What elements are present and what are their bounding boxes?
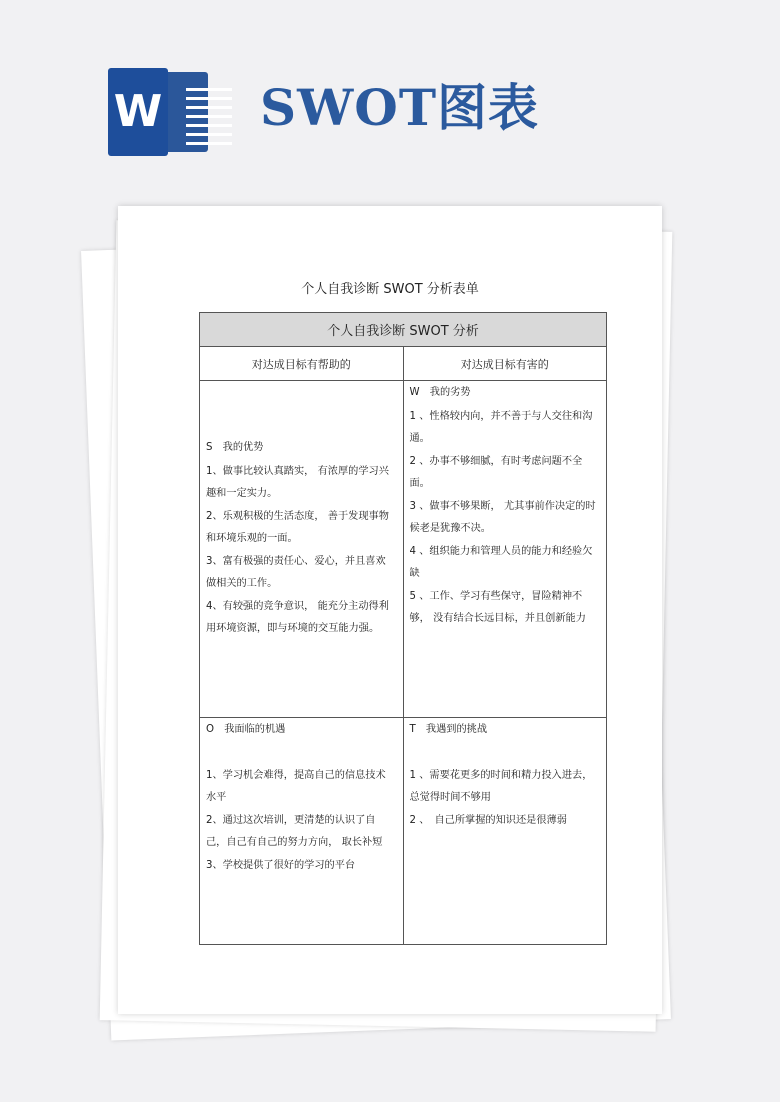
strength-item: 3、富有极强的责任心、爱心，并且喜欢做相关的工作。: [206, 555, 386, 589]
strength-item: 1、做事比较认真踏实， 有浓厚的学习兴趣和一定实力。: [206, 465, 389, 499]
swot-table: [199, 312, 607, 945]
column-harmful: 对达成目标有害的: [403, 347, 607, 381]
table-header: 个人自我诊断 SWOT 分析: [200, 313, 607, 347]
word-logo-letter: W: [108, 68, 168, 156]
strength-item: 2、乐观积极的生活态度， 善于发现事物和环境乐观的一面。: [206, 510, 389, 544]
weakness-item: 2 、办事不够细腻，有时考虑问题不全面。: [409, 455, 583, 489]
strengths-cell: [200, 381, 404, 718]
weakness-item: 5 、工作、学习有些保守，冒险精神不够， 没有结合长远目标，并且创新能力: [409, 590, 586, 624]
weaknesses-cell: [403, 381, 607, 718]
banner-title: SWOT图表: [260, 78, 540, 137]
threat-item: 1 、需要花更多的时间和精力投入进去，总觉得时间不够用: [409, 769, 593, 803]
opportunity-item: 3、学校提供了很好的学习的平台: [206, 859, 356, 871]
weakness-item: 1 、性格较内向，并不善于与人交往和沟通。: [409, 410, 593, 444]
threats-cell: [403, 718, 607, 945]
opportunities-cell: [200, 718, 404, 945]
document-page: [118, 206, 662, 1014]
opportunities-heading: O 我面临的机遇: [206, 724, 286, 735]
threat-item: 2 、 自己所掌握的知识还是很薄弱: [409, 814, 567, 826]
strengths-heading: S 我的优势: [206, 442, 264, 453]
weaknesses-heading: W 我的劣势: [409, 387, 471, 398]
weakness-item: 4 、组织能力和管理人员的能力和经验欠缺: [409, 545, 593, 579]
word-logo-icon: [108, 68, 212, 156]
opportunity-item: 2、通过这次培训，更清楚的认识了自己，自己有自己的努力方向， 取长补短: [206, 814, 383, 848]
strength-item: 4、有较强的竞争意识， 能充分主动得利用环境资源，即与环境的交互能力强。: [206, 600, 389, 634]
banner: [0, 0, 780, 200]
opportunity-item: 1、学习机会难得，提高自己的信息技术水平: [206, 769, 386, 803]
column-helpful: 对达成目标有帮助的: [200, 347, 404, 381]
document-title: 个人自我诊断 SWOT 分析表单: [301, 282, 479, 297]
threats-heading: T 我遇到的挑战: [409, 724, 488, 735]
weakness-item: 3 、做事不够果断， 尤其事前作决定的时候老是犹豫不决。: [409, 500, 596, 534]
